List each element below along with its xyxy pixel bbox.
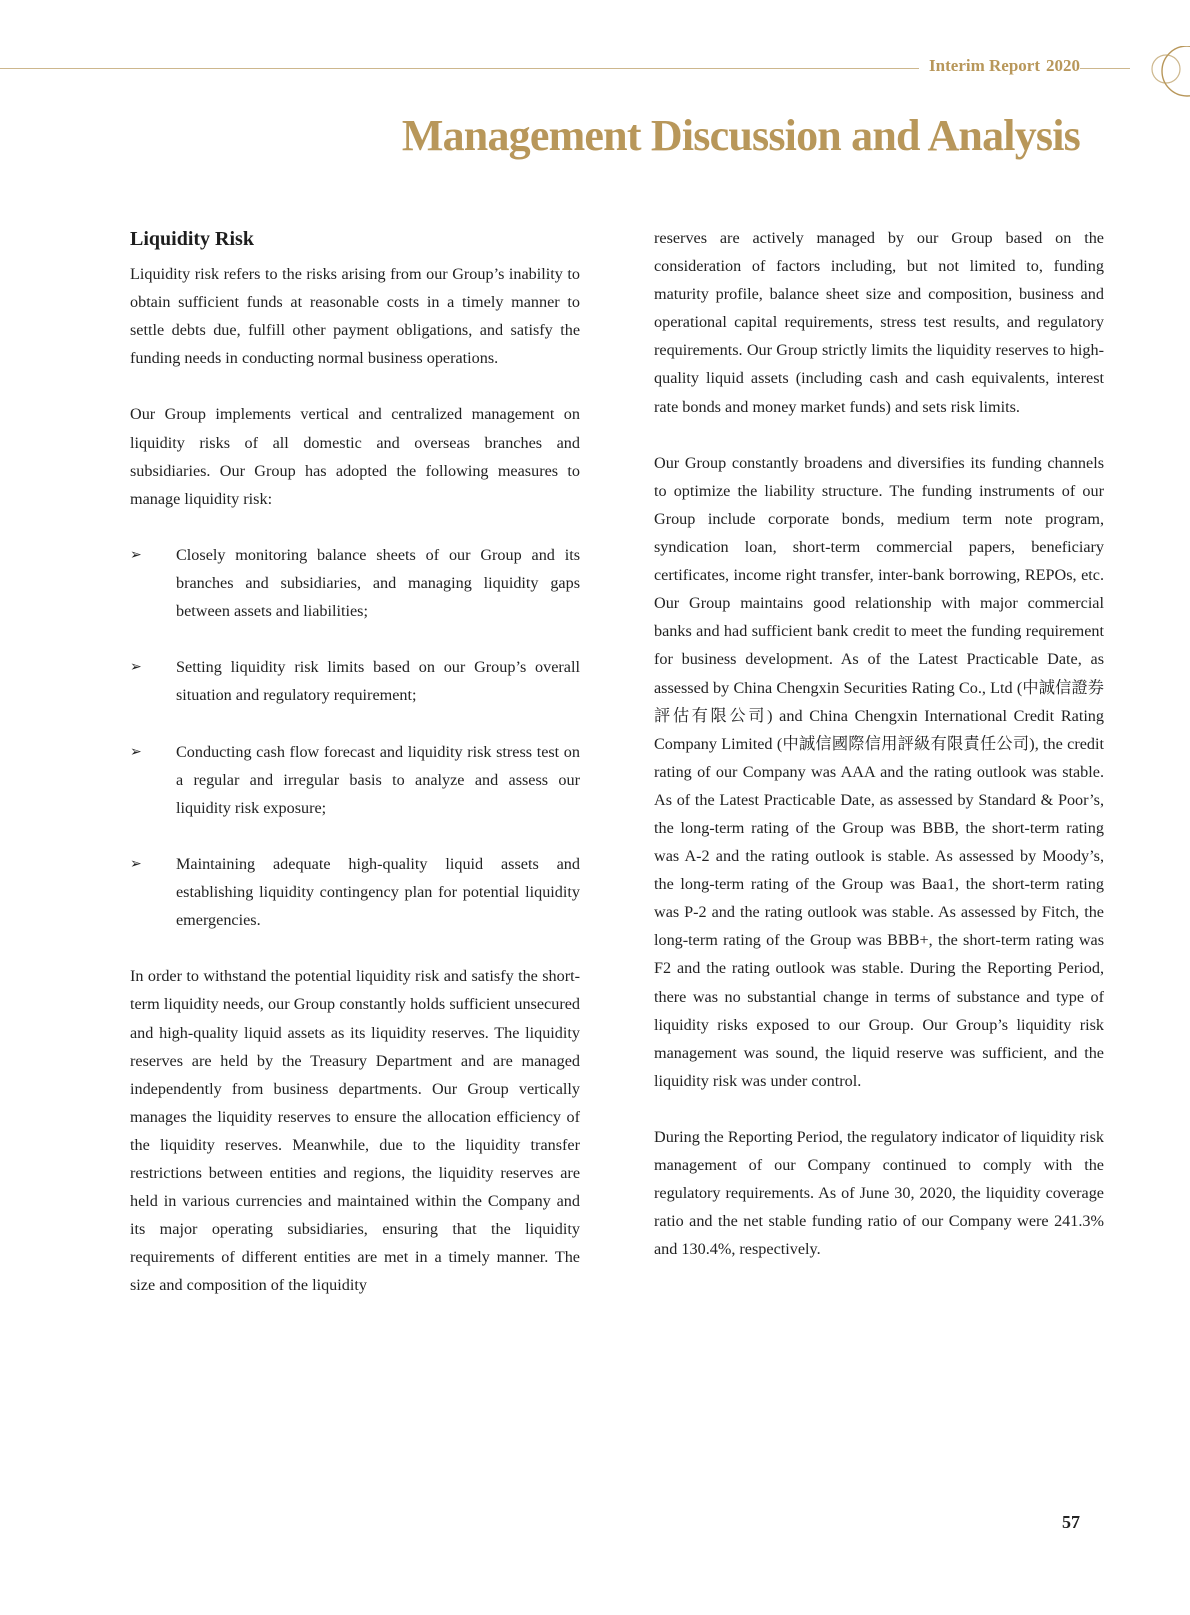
section-heading: Liquidity Risk xyxy=(130,228,254,250)
list-item-text: Conducting cash flow forecast and liquidity risk stress test on a regular and irregular basis to analyze and assess our liquidity risk exposure; xyxy=(176,742,580,817)
list-item xyxy=(130,541,580,625)
arrow-bullet-icon: ➢ xyxy=(130,659,142,676)
list-item-text: Setting liquidity risk limits based on our Group’s overall situation and regulatory requirement; xyxy=(176,658,580,705)
header-report-label xyxy=(919,56,1080,76)
paragraph: reserves are actively managed by our Group based on the consideration of factors including, but not limited to, funding maturity profile, balance sheet size and composition, business and operational capital requirements, stress test results, and regulatory requirements. Our Group strictly limits the liquidity reserves to high-quality liquid assets (including cash and cash equivalents, interest rate bonds and money market funds) and sets risk limits. xyxy=(654,229,1104,416)
page-title: Management Discussion and Analysis xyxy=(401,111,1080,160)
arrow-bullet-icon: ➢ xyxy=(130,546,142,563)
report-year: 2020 xyxy=(1046,56,1080,75)
paragraph: Our Group implements vertical and centralized management on liquidity risks of all domestic and overseas branches and subsidiaries. Our Group has adopted the following measures to manage liquidity risk: xyxy=(130,405,580,508)
list-item xyxy=(130,850,580,934)
left-column xyxy=(130,222,580,1328)
report-label-text: Interim Report xyxy=(929,56,1040,75)
measures-list xyxy=(130,541,580,934)
paragraph: During the Reporting Period, the regulatory indicator of liquidity risk management of our Company continued to comply with the regulatory requirements. As of June 30, 2020, the liquidity coverage ratio and the net stable funding ratio of our Company were 241.3% and 130.4%, respectively. xyxy=(654,1128,1104,1259)
paragraph: In order to withstand the potential liquidity risk and satisfy the short-term liquidity needs, our Group constantly holds sufficient unsecured and high-quality liquid assets as its liquidity reserves. The liquidity reserves are held by the Treasury Department and are managed independently from business departments. Our Group vertically manages the liquidity reserves to ensure the allocation efficiency of the liquidity reserves. Meanwhile, due to the liquidity transfer restrictions between entities and regions, the liquidity reserves are held in various currencies and maintained within the Company and its major operating subsidiaries, ensuring that the liquidity requirements of different entities are met in a timely manner. The size and composition of the liquidity xyxy=(130,967,580,1295)
list-item-text: Maintaining adequate high-quality liquid assets and establishing liquidity contingency plan for potential liquidity emergencies. xyxy=(176,854,580,930)
paragraph: Our Group constantly broadens and diversifies its funding channels to optimize the liability structure. The funding instruments of our Group include corporate bonds, medium term note program, syndication loan, short-term commercial papers, beneficiary certificates, income right transfer, inter-bank borrowing, REPOs, etc. Our Group maintains good relationship with major commercial banks and had sufficient bank credit to meet the funding requirement for business development. As of the Latest Practicable Date, as assessed by China Chengxin Securities Rating Co., Ltd (中誠信證券評估有限公司) and China Chengxin International Credit Rating Company Limited (中誠信國際信用評級有限責任公司), the credit rating of our Company was AAA and the rating outlook was stable. As of the Latest Practicable Date, as assessed by Standard & Poor’s, the long-term rating of the Group was BBB, the short-term rating was A-2 and the rating outlook is stable. As assessed by Moody’s, the long-term rating of the Group was Baa1, the short-term rating was P-2 and the rating outlook was stable. As assessed by Fitch, the long-term rating of the Group was BBB+, the short-term rating was F2 and the rating outlook was stable. During the Reporting Period, there was no substantial change in terms of substance and type of liquidity risks exposed to our Group. Our Group’s liquidity risk management was sound, the liquid reserve was sufficient, and the liquidity risk was under control. xyxy=(654,453,1104,1090)
list-item xyxy=(130,653,580,709)
paragraph: Liquidity risk refers to the risks arising from our Group’s inability to obtain sufficient funds at reasonable costs in a timely manner to settle debts due, fulfill other payment obligations, and satisfy the funding needs in conducting normal business operations. xyxy=(130,265,580,368)
arrow-bullet-icon: ➢ xyxy=(130,743,142,760)
arrow-bullet-icon: ➢ xyxy=(130,855,142,872)
list-item-text: Closely monitoring balance sheets of our Group and its branches and subsidiaries, and managing liquidity gaps between assets and liabilities; xyxy=(176,545,580,621)
list-item xyxy=(130,738,580,822)
ornament-circles-icon xyxy=(1140,46,1190,98)
page-number: 57 xyxy=(1062,1512,1080,1532)
right-column xyxy=(654,224,1104,1292)
